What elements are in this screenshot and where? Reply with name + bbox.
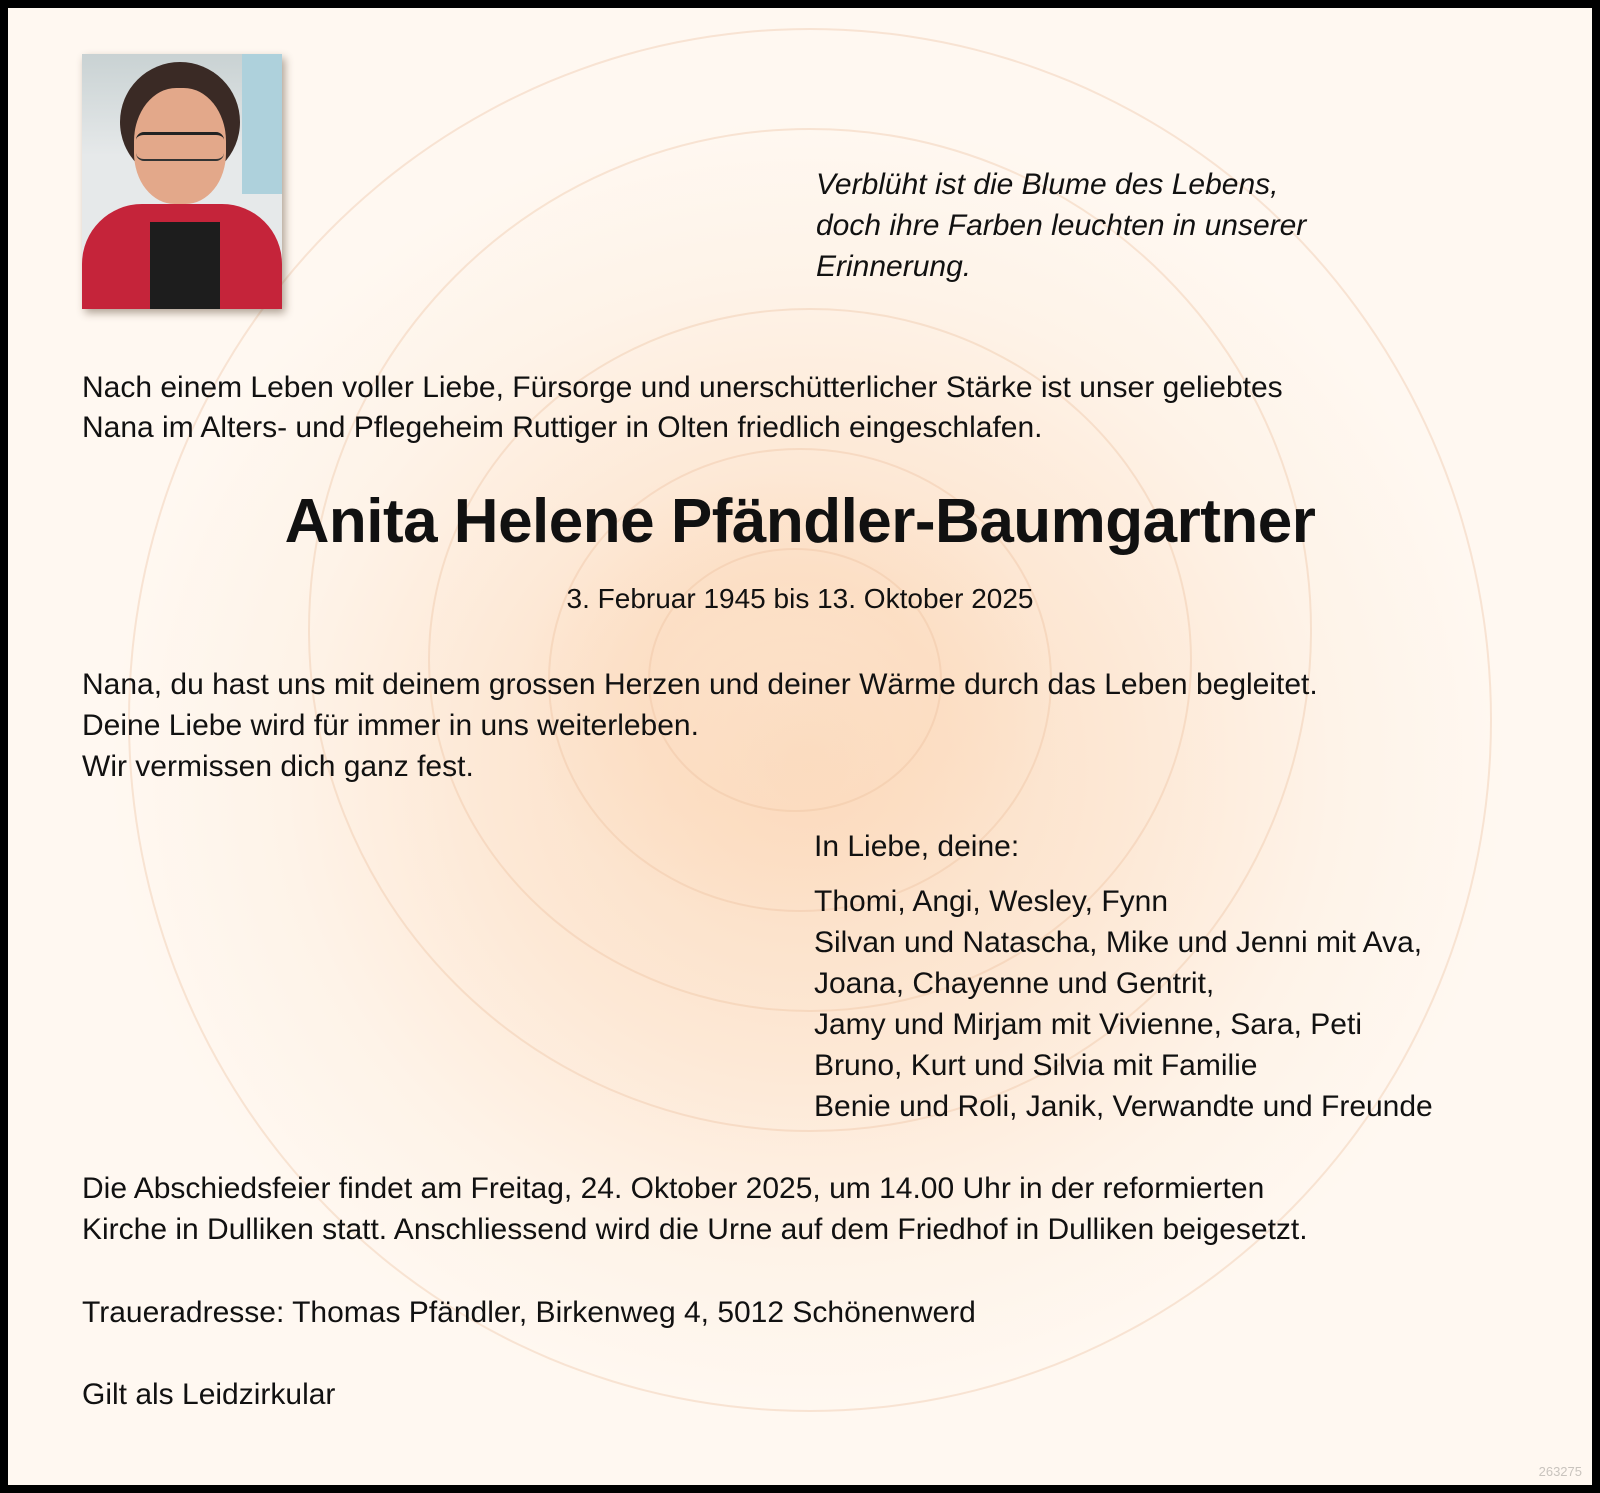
reference-number: 263275 <box>1538 1464 1582 1479</box>
intro-line: Nach einem Leben voller Liebe, Fürsorge und unerschütterlicher Stärke ist unser geliebtes <box>82 371 1283 404</box>
service-details <box>82 1168 1308 1250</box>
family-line: Bruno, Kurt und Silvia mit Familie <box>814 1049 1258 1082</box>
portrait-photo <box>82 54 282 309</box>
personal-message <box>82 664 1318 787</box>
service-line: Die Abschiedsfeier findet am Freitag, 24. Oktober 2025, um 14.00 Uhr in der reformierten <box>82 1172 1265 1205</box>
photo-glasses <box>136 132 224 161</box>
mourning-address: Traueradresse: Thomas Pfändler, Birkenweg 4, 5012 Schönenwerd <box>82 1296 976 1329</box>
quote-line: doch ihre Farben leuchten in unserer <box>816 209 1307 242</box>
memorial-quote <box>816 164 1306 287</box>
family-line: Jamy und Mirjam mit Vivienne, Sara, Peti <box>814 1008 1362 1041</box>
family-list <box>814 881 1433 1127</box>
family-line: Joana, Chayenne und Gentrit, <box>814 967 1215 1000</box>
life-dates: 3. Februar 1945 bis 13. Oktober 2025 <box>566 583 1034 614</box>
family-line: Silvan und Natascha, Mike und Jenni mit Ava, <box>814 926 1423 959</box>
quote-line: Verblüht ist die Blume des Lebens, <box>816 168 1279 201</box>
family-line: Benie und Roli, Janik, Verwandte und Freunde <box>814 1090 1433 1123</box>
obituary-card <box>8 8 1592 1485</box>
message-line: Wir vermissen dich ganz fest. <box>82 750 474 783</box>
photo-window-background <box>242 54 282 194</box>
intro-text <box>82 368 1283 448</box>
in-love-heading: In Liebe, deine: <box>814 830 1020 863</box>
intro-line: Nana im Alters- und Pflegeheim Ruttiger in Olten friedlich eingeschlafen. <box>82 411 1043 444</box>
family-line: Thomi, Angi, Wesley, Fynn <box>814 885 1169 918</box>
message-line: Deine Liebe wird für immer in uns weiterleben. <box>82 709 699 742</box>
circular-note: Gilt als Leidzirkular <box>82 1378 336 1411</box>
photo-shirt <box>150 222 220 309</box>
quote-line: Erinnerung. <box>816 250 972 283</box>
message-line: Nana, du hast uns mit deinem grossen Herzen und deiner Wärme durch das Leben begleitet. <box>82 668 1318 701</box>
service-line: Kirche in Dulliken statt. Anschliessend wird die Urne auf dem Friedhof in Dulliken beigesetzt. <box>82 1213 1308 1246</box>
deceased-name: Anita Helene Pfändler-Baumgartner <box>284 487 1316 556</box>
